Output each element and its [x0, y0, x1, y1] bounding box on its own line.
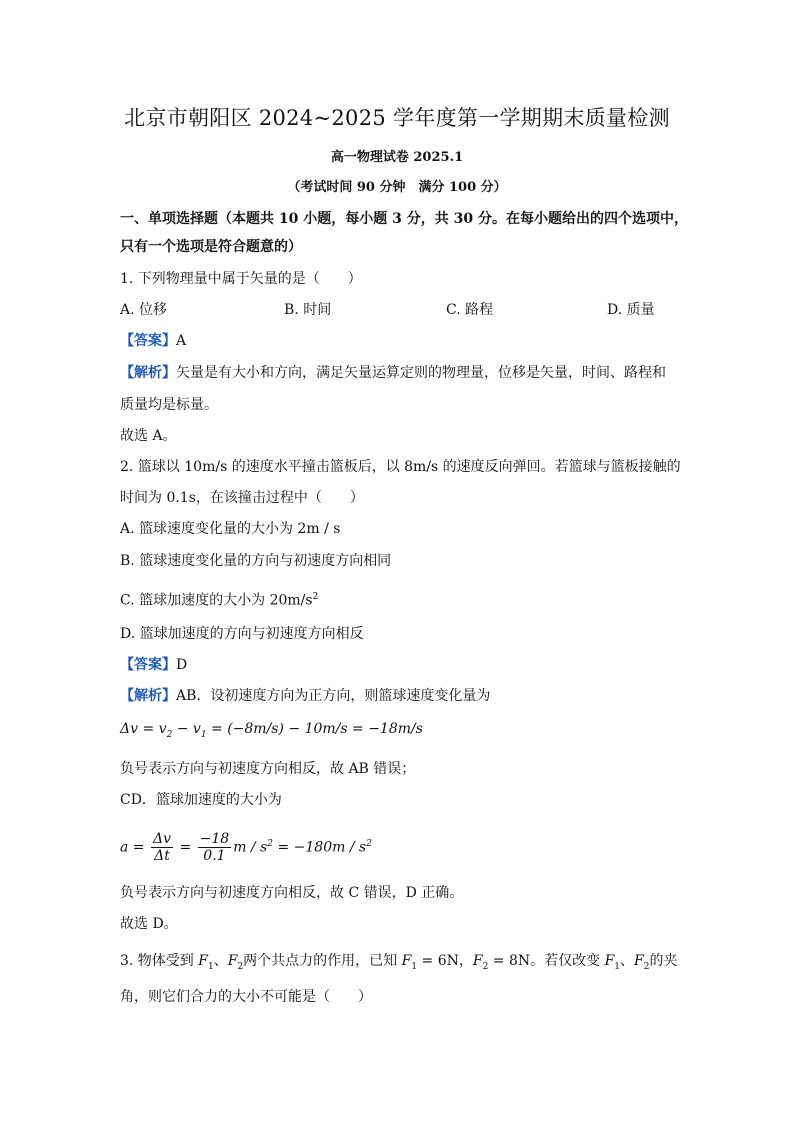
q1-option-b: B. 时间 [284, 302, 332, 318]
q3-f2b: F [472, 953, 483, 969]
eq1-sub2: 2 [166, 729, 173, 740]
q3-f2b-sub: 2 [482, 961, 489, 972]
q2-option-c-text: C. 篮球加速度的大小为 20m/s [120, 592, 313, 609]
q3-text-1: 3. 物体受到 [120, 953, 199, 969]
q3-text-3: 两个共点力的作用，已知 [243, 953, 402, 969]
eq2-frac1-num: Δv [152, 831, 172, 848]
q3-text-5: = 8N。若仅改变 [488, 953, 605, 969]
q3-f1b: F [401, 953, 412, 969]
q3-f2: F [227, 953, 238, 969]
q1-conclusion: 故选 A。 [120, 428, 177, 444]
eq2-a: a = [120, 839, 149, 856]
analysis-tag: 【解析】 [120, 688, 176, 704]
q2-analysis-cd: CD．篮球加速度的大小为 [120, 792, 282, 808]
q3-f1-sub: 1 [207, 961, 214, 972]
q2-stem-line2: 时间为 0.1s，在该撞击过程中（ ） [120, 490, 364, 506]
q2-option-b: B. 篮球速度变化量的方向与初速度方向相同 [120, 553, 392, 569]
q1-analysis-text1: 矢量是有大小和方向，满足矢量运算定则的物理量，位移是矢量，时间、路程和 [176, 365, 666, 381]
eq1-sub1: 1 [200, 729, 207, 740]
q2-note1: 负号表示方向与初速度方向相反，故 AB 错误； [120, 761, 416, 777]
q2-option-c [120, 588, 318, 610]
q2-analysis-ab-text: AB．设初速度方向为正方向，则篮球速度变化量为 [176, 688, 491, 704]
q3-f1c-sub: 1 [614, 961, 621, 972]
page-subtitle: 高一物理试卷 2025.1 [330, 150, 464, 165]
q2-equation-delta-v [120, 720, 423, 744]
eq2-fraction-values [198, 831, 232, 864]
q1-analysis-line2: 质量均是标量。 [120, 397, 218, 413]
q1-option-d: D. 质量 [607, 302, 655, 318]
q1-answer [120, 332, 186, 350]
eq2-sup2: 2 [366, 839, 372, 849]
answer-tag: 【答案】 [120, 333, 176, 349]
q3-f2-sub: 2 [237, 961, 244, 972]
eq2-unit1: m / s [233, 839, 268, 856]
page-title: 北京市朝阳区 2024~2025 学年度第一学期期末质量检测 [124, 106, 670, 130]
q2-conclusion: 故选 D。 [120, 916, 178, 932]
q2-equation-acceleration [120, 826, 372, 866]
q3-f2c-sub: 2 [643, 961, 650, 972]
q3-f1c: F [604, 953, 615, 969]
section-heading-line1: 一、单项选择题（本题共 10 小题，每小题 3 分，共 30 分。在每小题给出的四个选项中， [120, 211, 688, 227]
eq2-frac2-den: 0.1 [203, 848, 226, 865]
q2-option-d: D. 篮球加速度的方向与初速度方向相反 [120, 626, 364, 642]
q3-f1: F [198, 953, 208, 969]
q3-text-2: 、 [213, 953, 228, 969]
q2-stem-line1: 2. 篮球以 10m/s 的速度水平撞击篮板后，以 8m/s 的速度反向弹回。若篮球与篮板接触的 [120, 459, 681, 475]
eq2-sup1: 2 [267, 839, 274, 849]
q3-f2c: F [634, 953, 644, 969]
q3-text-6: 、 [620, 953, 635, 969]
q2-analysis-ab [120, 687, 490, 705]
exam-time-info: （考试时间 90 分钟 满分 100 分） [287, 180, 507, 195]
eq1-lhs: Δv = v [120, 721, 167, 737]
eq1-mid: − v [172, 721, 201, 737]
section-heading-line2: 只有一个选项是符合题意的） [120, 239, 302, 255]
q3-f1b-sub: 1 [411, 961, 418, 972]
q1-answer-value: A [176, 333, 187, 349]
eq2-fraction-dv-dt [151, 831, 173, 864]
eq2-frac1-den: Δt [154, 848, 170, 865]
q1-option-a: A. 位移 [120, 302, 168, 318]
q2-option-a: A. 篮球速度变化量的大小为 2m / s [120, 521, 341, 537]
q3-stem-line1 [120, 952, 677, 976]
q1-analysis-line1 [120, 364, 666, 382]
q2-answer-value: D [176, 657, 188, 673]
q2-option-c-sup: 2 [312, 592, 319, 602]
eq2-rhs: = −180m / s [273, 839, 367, 856]
eq2-frac2-num: −18 [199, 831, 230, 848]
q2-answer [120, 656, 187, 674]
q3-text-7: 的夹 [649, 953, 678, 969]
answer-tag: 【答案】 [120, 657, 176, 673]
q2-note2: 负号表示方向与初速度方向相反，故 C 错误，D 正确。 [120, 885, 464, 901]
analysis-tag: 【解析】 [120, 365, 176, 381]
q1-option-c: C. 路程 [446, 302, 494, 318]
eq2-eq: = [175, 839, 196, 856]
q3-text-4: = 6N， [417, 953, 473, 969]
q1-stem: 1. 下列物理量中属于矢量的是（ ） [120, 271, 362, 287]
q3-stem-line2: 角，则它们合力的大小不可能是（ ） [120, 989, 372, 1005]
eq1-rhs: = (−8m/s) − 10m/s = −18m/s [206, 721, 423, 737]
